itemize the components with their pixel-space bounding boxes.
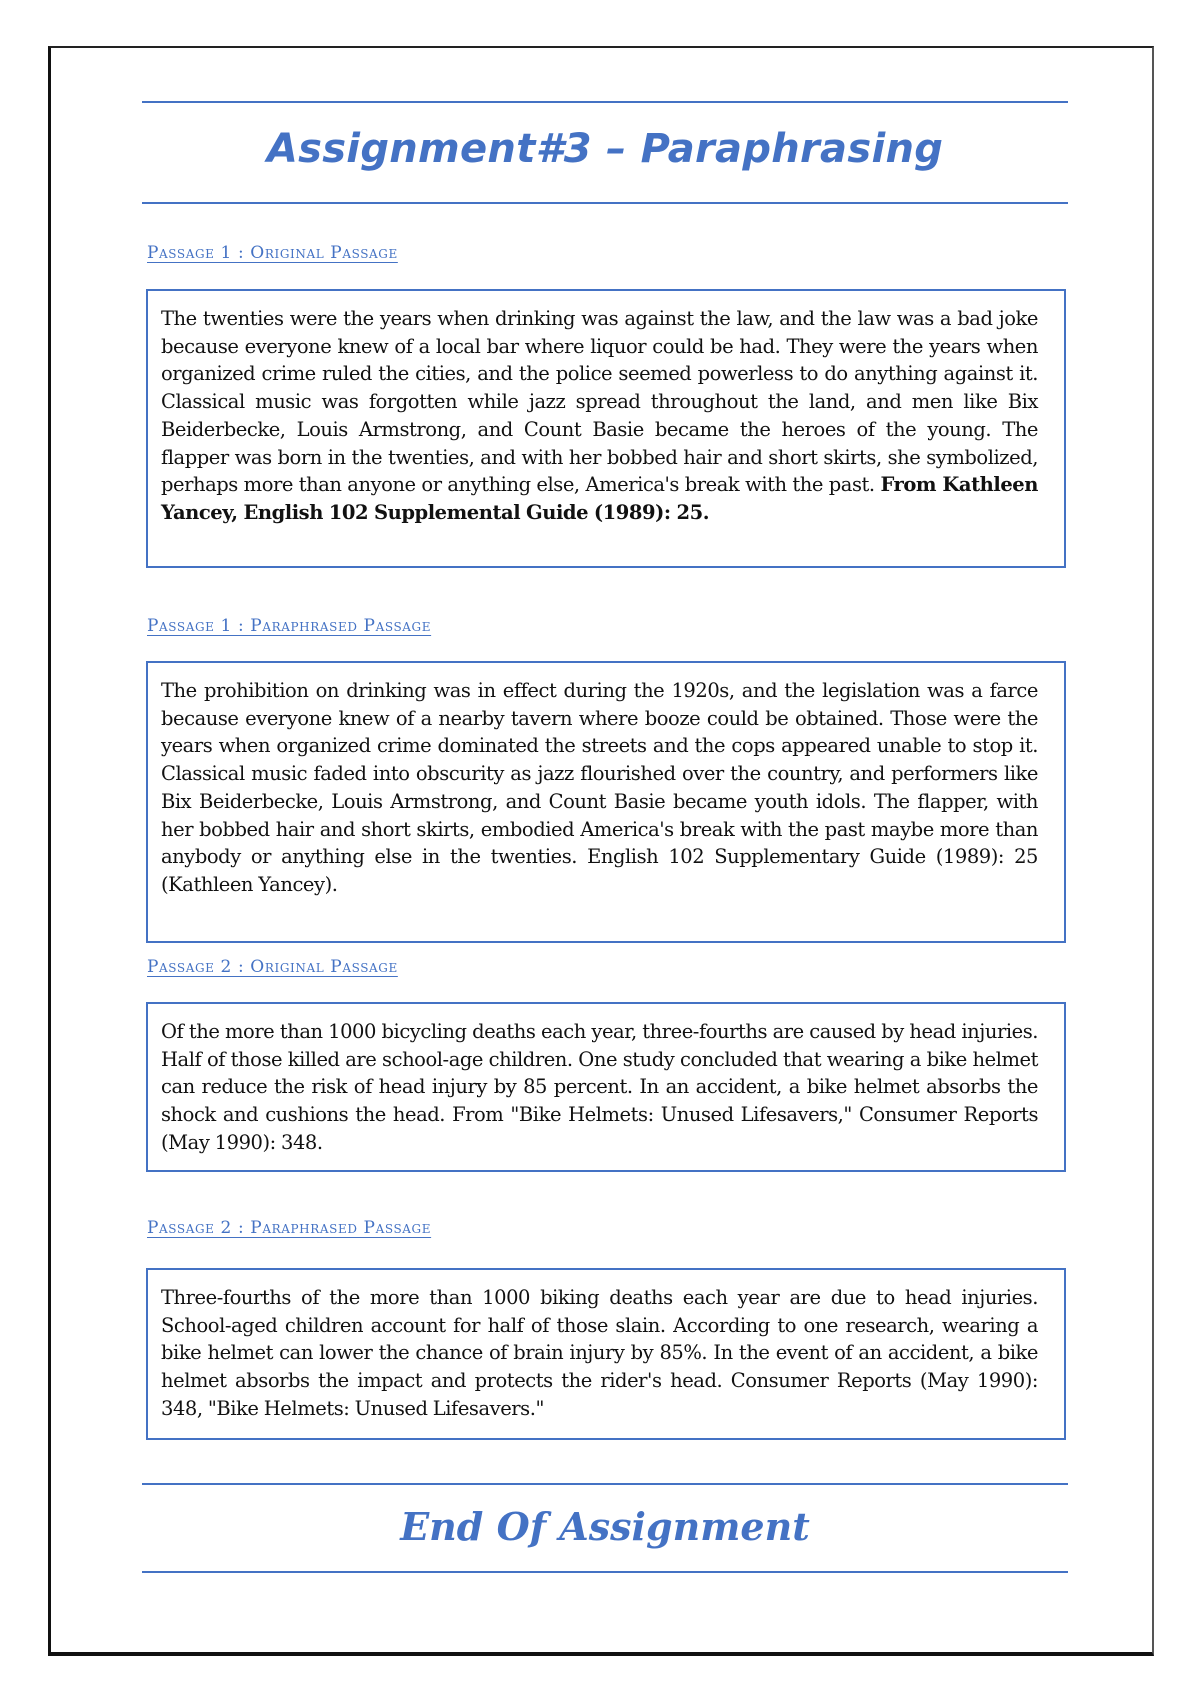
document-title: Assignment#3 – Paraphrasing bbox=[266, 126, 944, 172]
passage-1-original-text: The twenties were the years when drinking was against the law, and the law was a bad joke because everyone knew of a local bar where liquor could be had. They were the years when organized crime ruled the cities, and the police seemed powerless to do anything against it. Classical music was forgotten while jazz spread throughout the land, and men like Bix Beiderbecke, Louis Armstrong, and Count Basie became the heroes of the young. The flapper was born in the twenties, and with her bobbed hair and short skirts, she symbolized, perhaps more than anyone or anything else, America's break with the past. From Kathleen Yancey, English 102 Supplemental Guide (1989): 25. bbox=[161, 307, 1038, 524]
section-heading-passage-2-original: Passage 2 : Original Passage bbox=[147, 957, 398, 977]
passage-2-paraphrased-box bbox=[146, 1268, 1066, 1440]
passage-2-original-text: Of the more than 1000 bicycling deaths each year, three-fourths are caused by head injuries. Half of those killed are school-age children. One study concluded that wearing a bike helmet can reduce the risk of head injury by 85 percent. In an accident, a bike helmet absorbs the shock and cushions the head. From "Bike Helmets: Unused Lifesavers," Consumer Reports (May 1990): 348. bbox=[161, 1020, 1038, 1154]
title-top-rule bbox=[142, 101, 1068, 103]
section-heading-passage-1-paraphrased: Passage 1 : Paraphrased Passage bbox=[147, 616, 432, 636]
section-heading-passage-1-original: Passage 1 : Original Passage bbox=[147, 243, 398, 263]
end-bottom-rule bbox=[142, 1571, 1068, 1573]
end-top-rule bbox=[142, 1483, 1068, 1485]
passage-1-paraphrased-text: The prohibition on drinking was in effect during the 1920s, and the legislation was a farce because everyone knew of a nearby tavern where booze could be obtained. Those were the years when organized crime dominated the streets and the cops appeared unable to stop it. Classical music faded into obscurity as jazz flourished over the country, and performers like Bix Beiderbecke, Louis Armstrong, and Count Basie became youth idols. The flapper, with her bobbed hair and short skirts, embodied America's break with the past maybe more than anybody or anything else in the twenties. English 102 Supplementary Guide (1989): 25 (Kathleen Yancey). bbox=[161, 679, 1038, 896]
end-of-assignment-title: End Of Assignment bbox=[400, 1504, 810, 1549]
passage-2-paraphrased-text: Three-fourths of the more than 1000 biking deaths each year are due to head injuries. School-aged children account for half of those slain. According to one research, wearing a bike helmet can lower the chance of brain injury by 85%. In the event of an accident, a bike helmet absorbs the impact and protects the rider's head. Consumer Reports (May 1990): 348, "Bike Helmets: Unused Lifesavers." bbox=[161, 1286, 1038, 1420]
title-bottom-rule bbox=[142, 202, 1068, 204]
passage-1-paraphrased-box bbox=[146, 661, 1066, 943]
passage-2-original-box bbox=[146, 1002, 1066, 1172]
passage-1-original-box bbox=[146, 289, 1066, 568]
passage-1-original-source: From Kathleen Yancey, English 102 Supplemental Guide (1989): 25. bbox=[161, 473, 1038, 524]
section-heading-passage-2-paraphrased: Passage 2 : Paraphrased Passage bbox=[147, 1218, 432, 1238]
